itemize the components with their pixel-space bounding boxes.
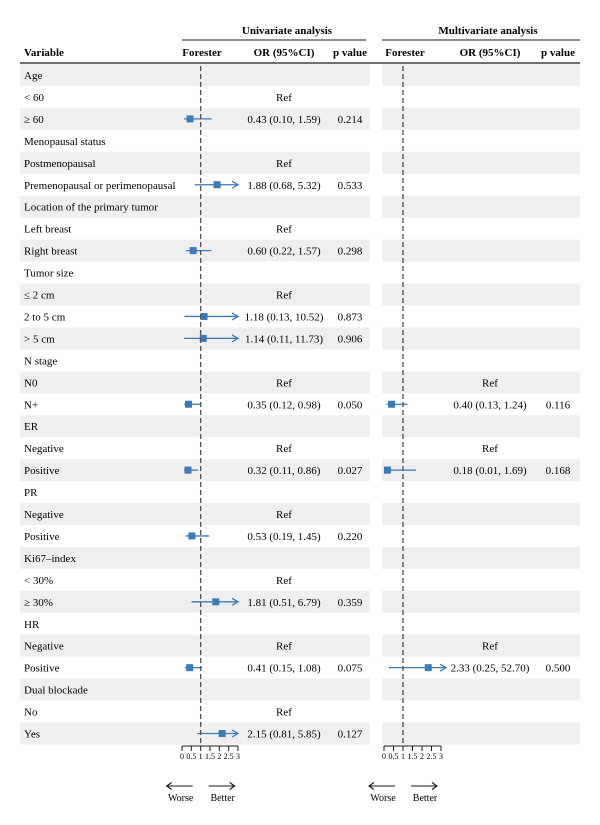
univariate-p-value: 0.359 <box>337 596 363 609</box>
univariate-p-value: 0.050 <box>337 399 363 412</box>
row-label: Dual blockade <box>24 684 88 697</box>
multivariate-or-text: 2.33 (0.25, 52.70) <box>450 662 530 675</box>
row-label: Positive <box>24 530 60 543</box>
multivariate-p-value: 0.500 <box>545 662 571 675</box>
row-label: Positive <box>24 662 60 675</box>
multivariate-or-text: Ref <box>482 640 498 653</box>
multivariate-or-text: 0.40 (0.13, 1.24) <box>453 399 527 412</box>
row-label: Negative <box>24 640 64 653</box>
row-label: Negative <box>24 443 64 456</box>
row-label: > 5 cm <box>24 333 55 346</box>
univariate-p-value: 0.027 <box>337 465 363 478</box>
multivariate-tick-label: 1.5 <box>407 752 418 761</box>
row-label: Right breast <box>24 245 78 258</box>
row-shade <box>382 284 580 306</box>
univariate-point-estimate <box>214 181 221 188</box>
multivariate-ci-mark <box>386 401 407 408</box>
univariate-tick-label: 1.5 <box>205 752 215 761</box>
row-label: ≥ 30% <box>24 596 53 609</box>
univariate-or-text: Ref <box>276 223 292 236</box>
multivariate-or-text: Ref <box>482 377 498 390</box>
row-shade <box>382 415 580 437</box>
univariate-worse-label: Worse <box>168 793 194 804</box>
univariate-or-text: 0.60 (0.22, 1.57) <box>247 245 321 258</box>
row-label: Ki67–index <box>24 552 76 565</box>
multivariate-tick-label: 3 <box>439 752 443 761</box>
row-shade <box>20 635 370 657</box>
multivariate-tick-label: 2 <box>420 752 424 761</box>
row-shade <box>382 635 580 657</box>
univariate-or-text: 0.41 (0.15, 1.08) <box>247 662 321 675</box>
row-shade <box>382 64 580 86</box>
univariate-p-value: 0.298 <box>337 245 363 258</box>
row-shade <box>382 196 580 218</box>
row-label: Location of the primary tumor <box>24 201 158 214</box>
row-label: Menopausal status <box>24 135 106 148</box>
multivariate-p-value: 0.116 <box>545 399 571 412</box>
row-label: Age <box>24 70 43 82</box>
header-or-multi: OR (95%CI) <box>459 47 521 59</box>
row-label: Positive <box>24 465 60 478</box>
univariate-or-text: 0.35 (0.12, 0.98) <box>247 399 321 412</box>
univariate-p-value: 0.220 <box>337 530 363 543</box>
row-shade <box>382 723 580 745</box>
univariate-or-text: Ref <box>276 289 292 302</box>
row-label: ≥ 60 <box>24 113 44 126</box>
univariate-tick-label: 0.5 <box>186 752 197 761</box>
univariate-point-estimate <box>190 247 197 254</box>
row-label: N+ <box>24 399 39 412</box>
univariate-ci-mark <box>184 313 238 320</box>
univariate-ci-mark <box>184 401 200 408</box>
header-p-uni: p value <box>333 47 367 59</box>
row-shade <box>382 240 580 262</box>
univariate-or-text: Ref <box>276 509 292 521</box>
univariate-point-estimate <box>186 664 193 671</box>
univariate-point-estimate <box>185 401 192 408</box>
multivariate-worse-label: Worse <box>370 793 396 804</box>
multivariate-tick-label: 1 <box>401 752 405 761</box>
multivariate-or-text: Ref <box>482 443 498 456</box>
row-shade <box>382 503 580 525</box>
univariate-or-text: 1.88 (0.68, 5.32) <box>247 179 321 192</box>
row-label: Tumor size <box>24 267 74 280</box>
row-shade <box>382 591 580 613</box>
univariate-p-value: 0.127 <box>337 728 363 741</box>
univariate-p-value: 0.075 <box>337 662 363 675</box>
row-shade <box>20 284 370 306</box>
univariate-tick-label: 2 <box>217 752 222 761</box>
univariate-point-estimate <box>201 313 208 320</box>
univariate-or-text: 1.14 (0.11, 11.73) <box>244 333 324 346</box>
univariate-p-value: 0.873 <box>337 311 363 324</box>
univariate-or-text: 0.43 (0.10, 1.59) <box>247 113 321 126</box>
univariate-or-text: Ref <box>276 377 292 390</box>
univariate-or-text: Ref <box>276 574 292 587</box>
row-label: Left breast <box>24 223 72 236</box>
univariate-tick-label: 1 <box>198 752 203 761</box>
row-label: 2 to 5 cm <box>24 311 66 324</box>
row-shade <box>20 371 370 393</box>
header-variable: Variable <box>24 47 64 59</box>
univariate-ci-mark <box>186 532 210 539</box>
multivariate-point-estimate <box>384 467 391 474</box>
univariate-title: Univariate analysis <box>241 25 333 37</box>
row-shade <box>20 415 370 437</box>
univariate-or-text: 1.18 (0.13, 10.52) <box>244 311 324 324</box>
row-shade <box>20 64 370 86</box>
multivariate-better-label: Better <box>412 793 438 804</box>
row-label: Yes <box>24 728 41 741</box>
multivariate-point-estimate <box>388 401 395 408</box>
univariate-or-text: 0.32 (0.11, 0.86) <box>247 465 321 478</box>
multivariate-ci-mark <box>389 664 446 671</box>
row-label: ≤ 2 cm <box>24 289 55 302</box>
univariate-better-label: Better <box>210 793 235 804</box>
row-label: Negative <box>24 509 64 521</box>
univariate-or-text: 2.15 (0.81, 5.85) <box>247 728 321 741</box>
row-label: Postmenopausal <box>24 157 96 170</box>
multivariate-point-estimate <box>425 664 432 671</box>
row-label: < 30% <box>24 574 54 587</box>
row-label: N0 <box>24 377 38 390</box>
multivariate-tick-label: 2.5 <box>426 752 437 761</box>
row-label: Premenopausal or perimenopausal <box>24 179 176 192</box>
header-or-uni: OR (95%CI) <box>253 47 315 59</box>
univariate-tick-label: 0 <box>180 752 184 761</box>
univariate-point-estimate <box>184 467 191 474</box>
x-axes <box>167 746 443 804</box>
row-shade <box>382 371 580 393</box>
row-label: HR <box>24 618 40 631</box>
univariate-or-text: Ref <box>276 443 292 456</box>
row-shade <box>382 152 580 174</box>
univariate-point-estimate <box>188 532 195 539</box>
univariate-or-text: Ref <box>276 91 292 104</box>
row-shade <box>382 327 580 349</box>
row-label: N stage <box>24 355 58 368</box>
row-label: < 60 <box>24 91 44 104</box>
row-label: ER <box>24 421 39 434</box>
univariate-p-value: 0.214 <box>337 113 363 126</box>
row-shade <box>20 503 370 525</box>
univariate-or-text: Ref <box>276 706 292 719</box>
multivariate-tick-label: 0 <box>382 752 386 761</box>
row-shade <box>382 547 580 569</box>
multivariate-tick-label: 0.5 <box>388 752 399 761</box>
univariate-ci-mark <box>185 664 202 671</box>
univariate-or-text: 1.81 (0.51, 6.79) <box>247 596 321 609</box>
header-p-multi: p value <box>541 47 575 59</box>
univariate-or-text: Ref <box>276 640 292 653</box>
header-forest-multi: Forester <box>385 47 425 59</box>
row-label: PR <box>24 487 38 500</box>
header-forest-uni: Forester <box>182 47 222 59</box>
univariate-p-value: 0.533 <box>337 179 363 192</box>
univariate-p-value: 0.906 <box>337 333 363 346</box>
row-shade <box>382 679 580 701</box>
multivariate-title: Multivariate analysis <box>438 25 538 37</box>
multivariate-p-value: 0.168 <box>545 465 571 478</box>
univariate-tick-label: 2.5 <box>223 752 234 761</box>
univariate-point-estimate <box>187 115 194 122</box>
univariate-point-estimate <box>219 730 226 737</box>
row-label: No <box>24 706 38 719</box>
row-shade <box>382 108 580 130</box>
univariate-point-estimate <box>212 598 219 605</box>
univariate-or-text: Ref <box>276 157 292 170</box>
multivariate-or-text: 0.18 (0.01, 1.69) <box>453 465 527 478</box>
univariate-or-text: 0.53 (0.19, 1.45) <box>247 530 321 543</box>
univariate-tick-label: 3 <box>236 752 240 761</box>
